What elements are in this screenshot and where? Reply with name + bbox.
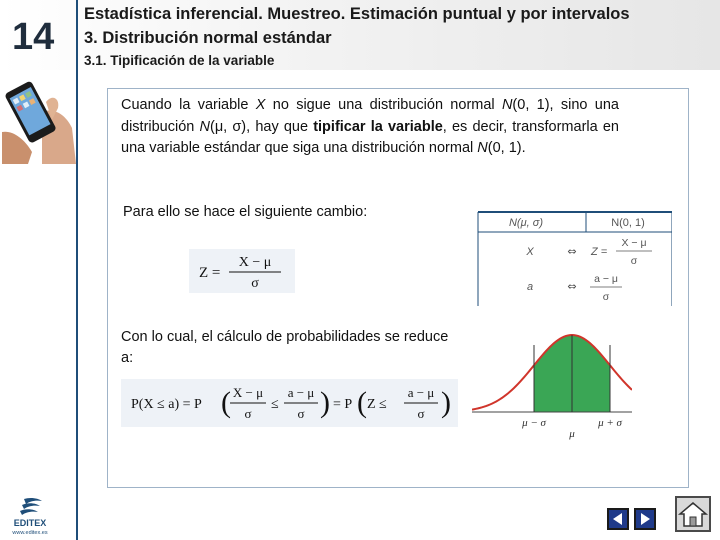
previous-slide-button[interactable]	[607, 508, 629, 530]
intro-paragraph	[121, 95, 619, 160]
probability-formula	[121, 379, 458, 427]
label-mu-minus-sigma: μ − σ	[522, 417, 546, 429]
row1-num: X − μ	[621, 237, 647, 249]
table-header-right: N(0, 1)	[611, 217, 645, 229]
row2-left: a	[526, 281, 534, 293]
normal-curve-figure	[472, 325, 632, 440]
logo-name: EDITEX	[13, 518, 47, 528]
formula-numerator: X − μ	[238, 255, 272, 270]
paren-close: )	[441, 386, 451, 419]
para-text: Cuando la variable	[121, 97, 256, 113]
arrow-left-icon	[609, 510, 627, 528]
frac3-num: a − μ	[407, 385, 435, 400]
frac2-den: σ	[297, 406, 305, 421]
para-text: (0, 1), sino una distribución	[121, 97, 619, 135]
para-text-italic: X	[255, 97, 266, 113]
formula-lhs: Z =	[199, 265, 221, 281]
section-title: 3. Distribución normal estándar	[84, 29, 332, 47]
logo-url: www.editex.es	[12, 530, 48, 536]
para-text: (μ, σ), hay que	[209, 118, 314, 135]
row2-arrow: ⇔	[567, 280, 577, 293]
label-mu: μ	[569, 428, 575, 440]
table-header-left: N(μ, σ)	[508, 217, 544, 229]
phone-hand-image	[2, 72, 76, 164]
row2-den: σ	[602, 291, 610, 303]
prob-lhs: P(X ≤ a) = P	[131, 397, 202, 412]
para-text: , es decir, transformarla en una variable estándar que siga una distribución normal	[121, 118, 619, 156]
chapter-number: 14	[12, 16, 55, 58]
correspondence-table	[476, 208, 672, 306]
frac1-den: σ	[244, 406, 252, 421]
paren-close: )	[320, 386, 330, 419]
row1-left: X	[526, 246, 534, 258]
next-slide-button[interactable]	[634, 508, 656, 530]
para-text-bold: tipificar la variable	[313, 118, 443, 135]
unit-title: Estadística inferencial. Muestreo. Estimación puntual y por intervalos	[84, 5, 630, 23]
paren-open: (	[357, 386, 367, 419]
row1-arrow: ⇔	[567, 245, 577, 258]
para-text-italic: N	[501, 97, 513, 113]
formula-denominator: σ	[251, 276, 259, 291]
paren-open: (	[221, 386, 231, 419]
eq-p: = P	[333, 397, 353, 412]
vertical-divider	[76, 0, 78, 540]
le-sign: ≤	[271, 397, 279, 412]
frac1-num: X − μ	[232, 385, 264, 400]
para-text-italic: N	[477, 140, 488, 156]
standardization-formula	[189, 249, 295, 293]
para-text: (0, 1).	[487, 140, 526, 156]
row2-num: a − μ	[594, 273, 618, 285]
para-text-italic: N	[199, 118, 210, 135]
home-button[interactable]	[675, 496, 711, 532]
frac3-den: σ	[417, 406, 425, 421]
para-text: no sigue una distribución normal	[265, 97, 502, 113]
label-mu-plus-sigma: μ + σ	[598, 417, 622, 429]
subsection-title: 3.1. Tipificación de la variable	[84, 53, 275, 68]
z-le: Z ≤	[367, 397, 387, 412]
home-icon	[677, 498, 709, 530]
row1-z: Z =	[591, 246, 608, 258]
change-paragraph: Para ello se hace el siguiente cambio:	[123, 204, 368, 220]
arrow-right-icon	[636, 510, 654, 528]
editex-logo	[4, 496, 56, 536]
frac2-num: a − μ	[287, 385, 315, 400]
row1-den: σ	[630, 255, 638, 267]
reduction-paragraph: Con lo cual, el cálculo de probabilidades se reduce a:	[121, 329, 449, 366]
